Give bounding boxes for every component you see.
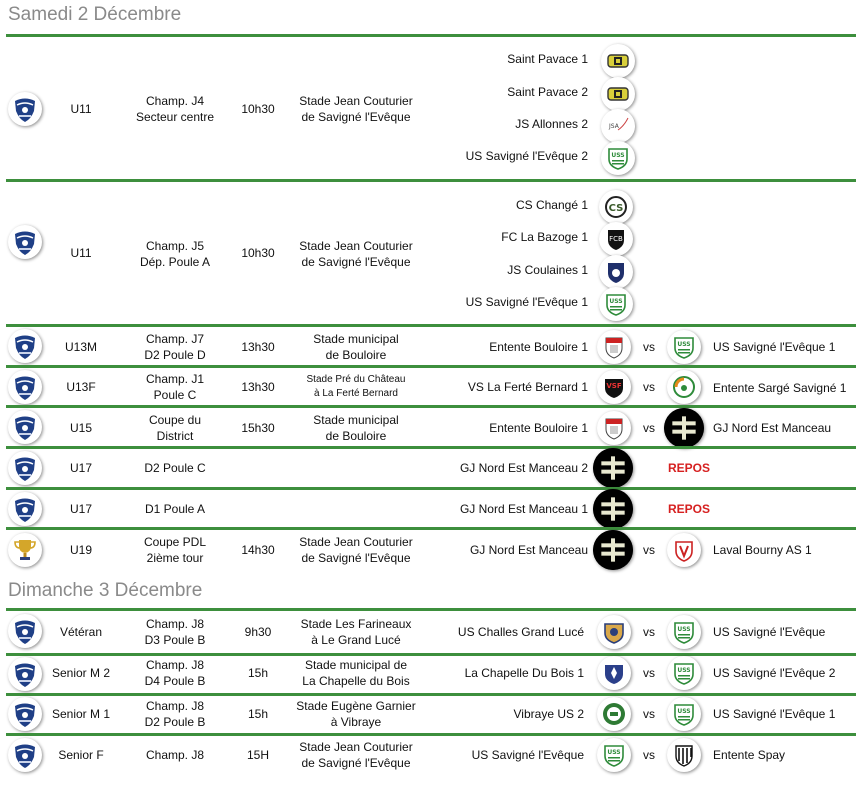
venue: Stade Jean Couturier de Savigné l'Evêque [299,740,413,770]
competition: D2 Poule C [144,461,206,475]
away-team: US Savigné l'Evêque 1 [713,707,836,721]
home-team: Entente Bouloire 1 [489,421,588,435]
competition: Champ. J8 D4 Poule B [144,658,206,688]
vs-label: vs [643,748,655,762]
gj-nord-est-manceau-logo-icon [593,489,633,529]
kickoff-time: 13h30 [241,380,275,394]
vs-label: vs [643,625,655,639]
fff-logo-icon [8,492,42,526]
us-savigne-logo-icon [601,141,635,175]
us-savigne-logo-icon [667,656,701,690]
day-title-saturday: Samedi 2 Décembre [8,4,182,25]
separator [6,446,856,449]
kickoff-time: 9h30 [244,625,272,639]
trophy-icon [8,533,42,567]
fff-logo-icon [8,657,42,691]
vs-label: vs [643,543,655,557]
la-chapelle-du-bois-logo-icon [597,656,631,690]
away-team: Entente Spay [713,748,786,762]
separator [6,733,856,736]
us-savigne-logo-icon [667,330,701,364]
entente-bouloire-logo-icon [597,330,631,364]
vs-label: vs [643,340,655,354]
us-savigne-logo-icon [667,615,701,649]
competition: Coupe PDL 2ième tour [143,535,207,565]
category: U11 [70,246,92,260]
saint-pavace-logo-icon [601,77,635,111]
us-savigne-logo-icon [599,287,633,321]
venue: Stade Jean Couturier de Savigné l'Evêque [299,94,413,124]
category: U11 [70,102,92,116]
category: Senior M 1 [51,707,111,721]
gj-nord-est-manceau-logo-icon [593,530,633,570]
cs-change-logo-icon [599,190,633,224]
fff-logo-icon [8,697,42,731]
home-team: GJ Nord Est Manceau 1 [459,502,588,516]
category: U17 [69,502,92,516]
separator [6,324,856,327]
fc-la-bazoge-logo-icon [599,222,633,256]
team-name: Saint Pavace 2 [507,85,588,99]
venue: Stade municipal de Bouloire [313,413,399,443]
vs-label: vs [643,421,655,435]
js-allonnes-logo-icon [601,109,635,143]
competition: Coupe du District [148,413,202,443]
kickoff-time: 13h30 [241,340,275,354]
competition: D1 Poule A [144,502,206,516]
js-coulaines-logo-icon [599,255,633,289]
separator [6,527,856,530]
away-team: US Savigné l'Evêque [713,625,826,639]
fff-logo-icon [8,370,42,404]
home-team: Vibraye US 2 [513,707,584,721]
kickoff-time: 15h [247,707,269,721]
category: U17 [69,461,92,475]
day-title-sunday: Dimanche 3 Décembre [8,580,203,601]
venue: Stade Jean Couturier de Savigné l'Evêque [299,239,413,269]
away-team: GJ Nord Est Manceau [713,421,832,435]
kickoff-time: 15h30 [241,421,275,435]
kickoff-time: 10h30 [241,246,275,260]
fff-logo-icon [8,451,42,485]
home-team: Entente Bouloire 1 [489,340,588,354]
separator [6,34,856,37]
home-team: GJ Nord Est Manceau 2 [459,461,588,475]
vs-la-ferte-bernard-logo-icon [597,370,631,404]
home-team: US Challes Grand Lucé [457,625,584,639]
team-name: US Savigné l'Evêque 2 [465,149,588,163]
category: U19 [69,543,92,557]
gj-nord-est-manceau-logo-icon [593,448,633,488]
team-name: JS Allonnes 2 [515,117,588,131]
venue: Stade Les Farineaux à Le Grand Lucé [300,617,412,647]
category: U13F [66,380,96,394]
fff-logo-icon [8,410,42,444]
repos-label: REPOS [668,502,711,516]
separator [6,608,856,611]
category: Vétéran [59,625,103,639]
team-name: US Savigné l'Evêque 1 [465,295,588,309]
away-team: US Savigné l'Evêque 2 [713,666,836,680]
home-team: La Chapelle Du Bois 1 [464,666,584,680]
vs-label: vs [643,666,655,680]
venue: Stade Eugène Garnier à Vibraye [296,699,416,729]
us-savigne-logo-icon [597,738,631,772]
fff-logo-icon [8,329,42,363]
separator [6,405,856,408]
home-team: GJ Nord Est Manceau [469,543,588,557]
competition: Champ. J5 Dép. Poule A [139,239,211,269]
laval-bourny-logo-icon [667,533,701,567]
venue: Stade municipal de La Chapelle du Bois [302,658,410,688]
competition: Champ. J7 D2 Poule D [144,332,206,362]
fff-logo-icon [8,225,42,259]
kickoff-time: 14h30 [241,543,275,557]
separator [6,653,856,656]
entente-bouloire-logo-icon [597,411,631,445]
fff-logo-icon [8,614,42,648]
team-name: JS Coulaines 1 [507,263,588,277]
away-team: Laval Bourny AS 1 [713,543,812,557]
competition: Champ. J4 Secteur centre [135,94,215,124]
competition: Champ. J8 [145,748,205,762]
fff-logo-icon [8,92,42,126]
team-name: CS Changé 1 [515,198,588,212]
entente-sarge-savigne-logo-icon [667,370,701,404]
kickoff-time: 15H [246,748,269,762]
category: Senior M 2 [51,666,111,680]
category: Senior F [58,748,104,762]
competition: Champ. J1 Poule C [145,372,205,402]
us-savigne-logo-icon [667,697,701,731]
home-team: VS La Ferté Bernard 1 [467,380,588,394]
separator [6,365,856,368]
saint-pavace-logo-icon [601,44,635,78]
venue: Stade municipal de Bouloire [313,332,399,362]
venue: Stade Pré du Château à La Ferté Bernard [306,374,406,399]
separator [6,693,856,696]
vs-label: vs [643,380,655,394]
kickoff-time: 15h [247,666,269,680]
venue: Stade Jean Couturier de Savigné l'Evêque [299,535,413,565]
gj-nord-est-manceau-logo-icon [664,408,704,448]
away-team: Entente Sargé Savigné 1 [713,381,847,395]
us-challes-logo-icon [597,615,631,649]
kickoff-time: 10h30 [241,102,275,116]
team-name: FC La Bazoge 1 [501,230,588,244]
entente-spay-logo-icon [667,738,701,772]
repos-label: REPOS [668,461,711,475]
fff-logo-icon [8,738,42,772]
category: U13M [64,340,97,354]
competition: Champ. J8 D2 Poule B [144,699,206,729]
team-name: Saint Pavace 1 [507,52,588,66]
competition: Champ. J8 D3 Poule B [144,617,206,647]
vibraye-logo-icon [597,697,631,731]
separator [6,487,856,490]
away-team: US Savigné l'Evêque 1 [713,340,836,354]
category: U15 [69,421,92,435]
separator [6,179,856,182]
home-team: US Savigné l'Evêque [471,748,584,762]
vs-label: vs [643,707,655,721]
